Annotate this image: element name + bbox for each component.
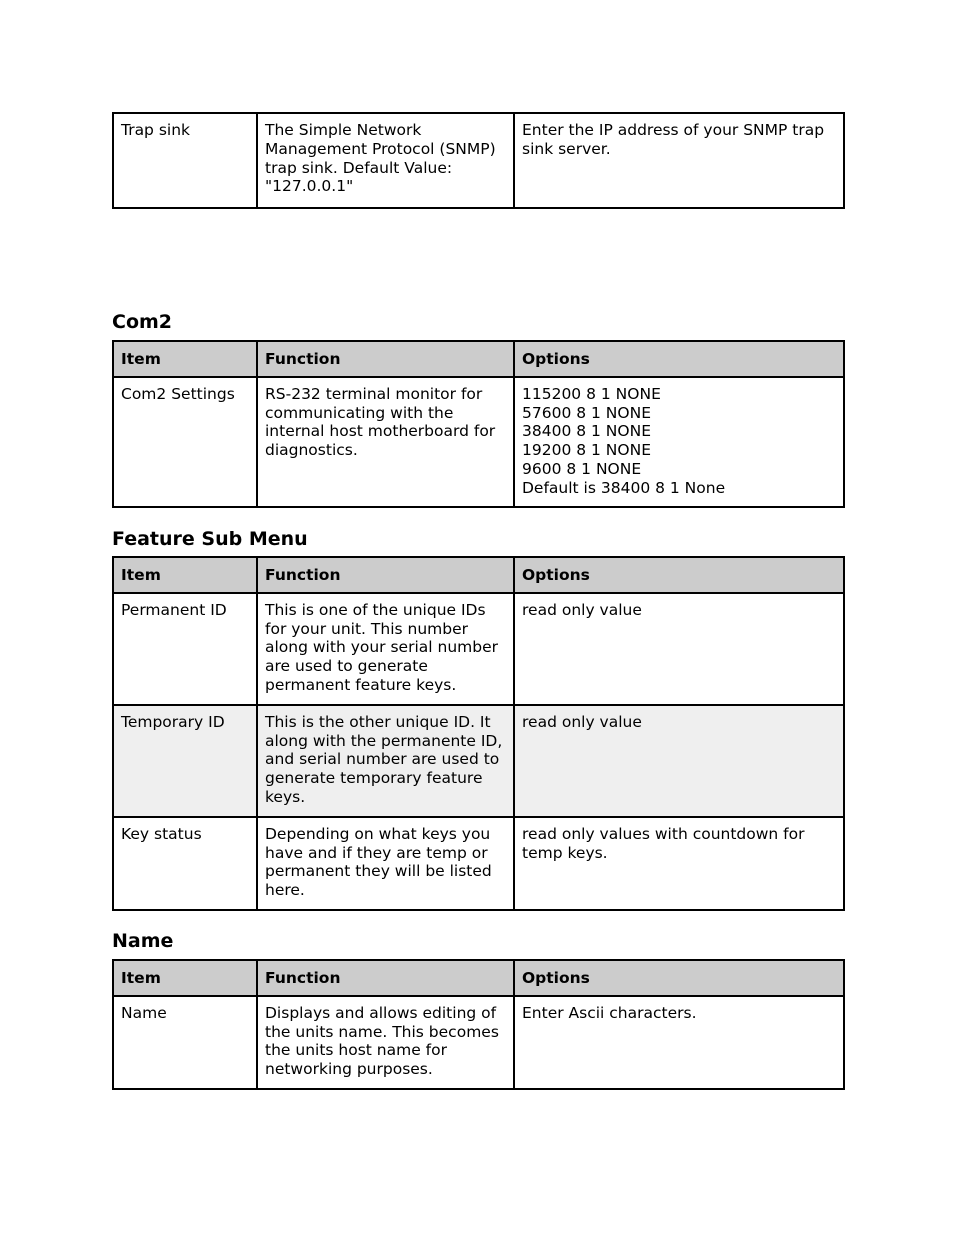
section-heading-feature: Feature Sub Menu bbox=[112, 528, 308, 550]
options-cell: Enter Ascii characters. bbox=[514, 996, 844, 1089]
section-heading-name: Name bbox=[112, 930, 174, 952]
header-row bbox=[113, 960, 844, 996]
item-cell: Name bbox=[113, 996, 257, 1089]
options-cell: read only values with countdown for temp keys. bbox=[514, 817, 844, 910]
options-cell: read only value bbox=[514, 705, 844, 817]
table-row bbox=[113, 705, 844, 817]
option-line: 19200 8 1 NONE bbox=[522, 441, 651, 460]
table-row bbox=[113, 593, 844, 705]
table-row bbox=[113, 113, 844, 208]
table-row bbox=[113, 377, 844, 507]
column-header-options: Options bbox=[514, 341, 844, 377]
function-cell: Depending on what keys you have and if they are temp or permanent they will be listed here. bbox=[257, 817, 514, 910]
option-line: 9600 8 1 NONE bbox=[522, 459, 642, 478]
option-line: Default is 38400 8 1 None bbox=[522, 478, 726, 497]
options-cell: Enter the IP address of your SNMP trap sink server. bbox=[514, 113, 844, 208]
function-cell: Displays and allows editing of the units name. This becomes the units host name for networking purposes. bbox=[257, 996, 514, 1089]
item-cell: Key status bbox=[113, 817, 257, 910]
section-heading-com2: Com2 bbox=[112, 311, 173, 333]
function-cell: The Simple Network Management Protocol (SNMP) trap sink. Default Value: "127.0.0.1" bbox=[257, 113, 514, 208]
column-header-item: Item bbox=[113, 341, 257, 377]
com2-table bbox=[112, 340, 843, 508]
item-cell: Trap sink bbox=[113, 113, 257, 208]
options-cell: read only value bbox=[514, 593, 844, 705]
function-cell: This is one of the unique IDs for your unit. This number along with your serial number are used to generate permanent feature keys. bbox=[257, 593, 514, 705]
function-cell: RS-232 terminal monitor for communicating with the internal host motherboard for diagnostics. bbox=[257, 377, 514, 507]
item-cell: Permanent ID bbox=[113, 593, 257, 705]
column-header-function: Function bbox=[257, 557, 514, 593]
table-row bbox=[113, 817, 844, 910]
header-row bbox=[113, 341, 844, 377]
item-cell: Com2 Settings bbox=[113, 377, 257, 507]
options-cell bbox=[514, 377, 844, 507]
function-cell: This is the other unique ID. It along with the permanente ID, and serial number are used to generate temporary feature keys. bbox=[257, 705, 514, 817]
column-header-function: Function bbox=[257, 960, 514, 996]
name-table bbox=[112, 959, 843, 1090]
table-row bbox=[113, 996, 844, 1089]
column-header-item: Item bbox=[113, 960, 257, 996]
option-line: 115200 8 1 NONE bbox=[522, 384, 661, 403]
trap-sink-table bbox=[112, 112, 843, 209]
option-line: 57600 8 1 NONE bbox=[522, 403, 651, 422]
column-header-options: Options bbox=[514, 557, 844, 593]
column-header-function: Function bbox=[257, 341, 514, 377]
header-row bbox=[113, 557, 844, 593]
item-cell: Temporary ID bbox=[113, 705, 257, 817]
feature-table bbox=[112, 556, 843, 911]
column-header-options: Options bbox=[514, 960, 844, 996]
column-header-item: Item bbox=[113, 557, 257, 593]
option-line: 38400 8 1 NONE bbox=[522, 422, 651, 441]
